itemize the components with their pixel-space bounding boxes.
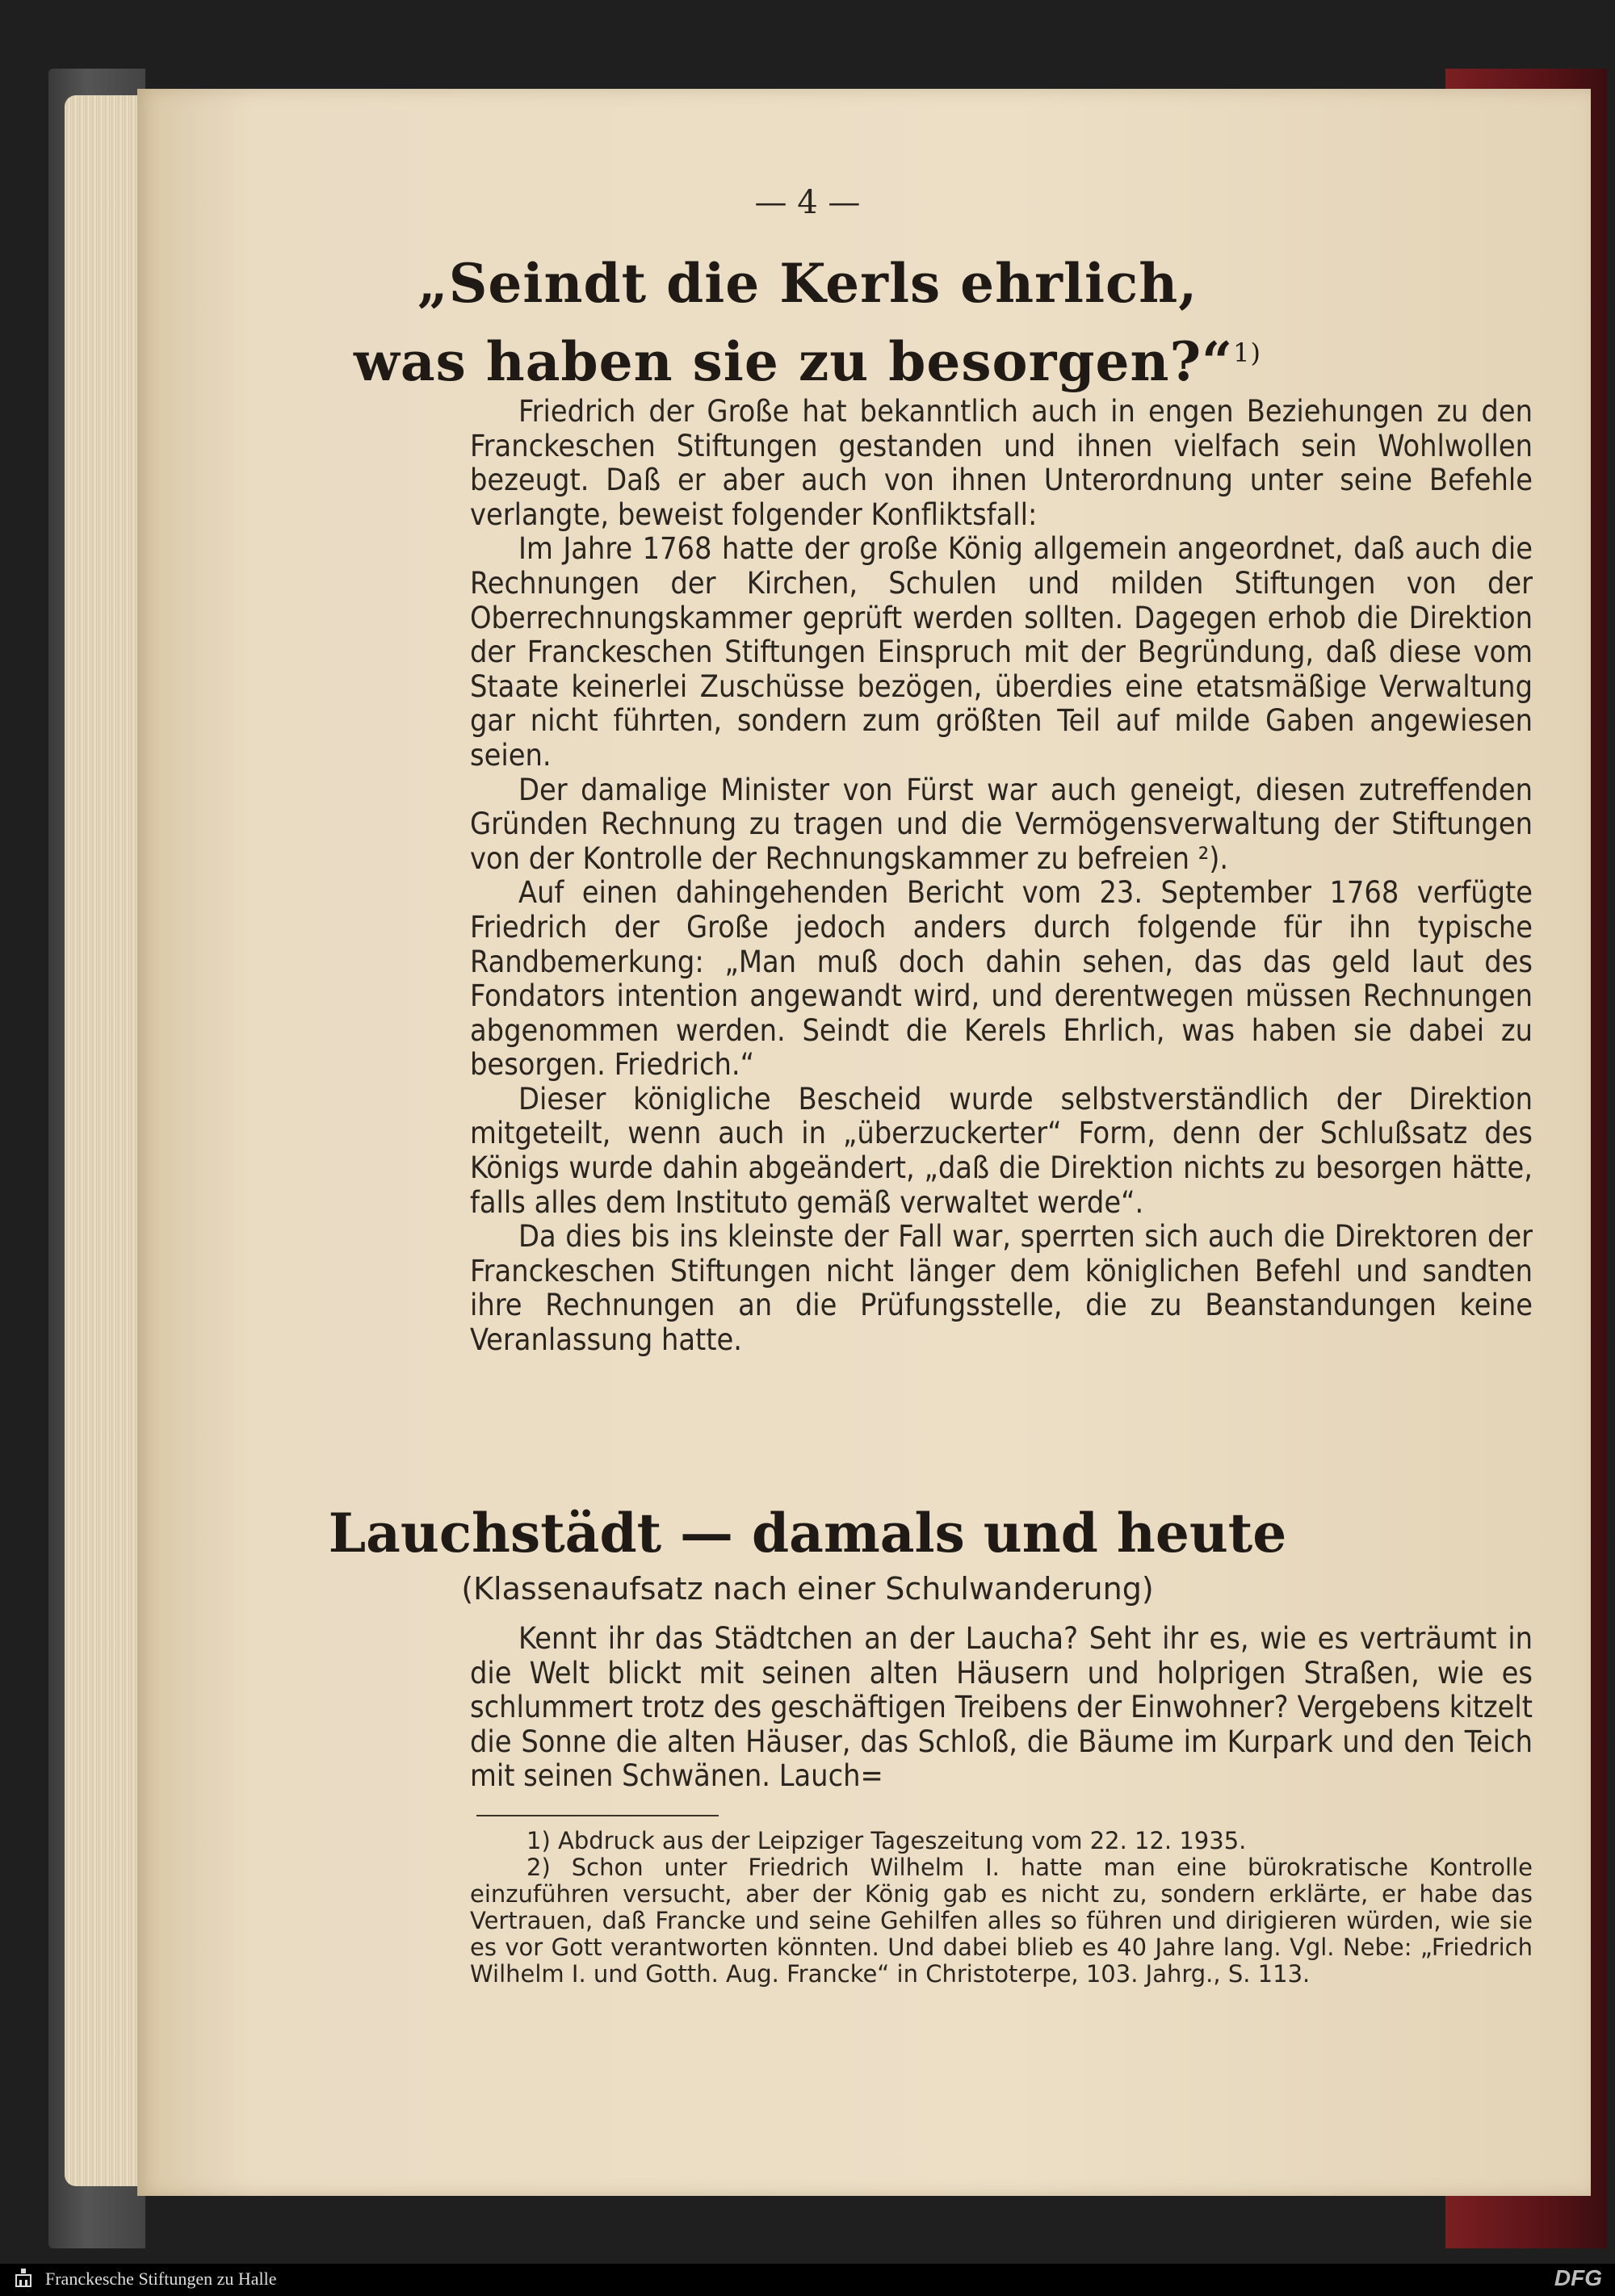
paragraph: Da dies bis ins kleinste der Fall war, sperrten sich auch die Direktoren der Franckeschen Stiftungen nicht länger dem königlichen Befehl und sandten ihre Rechnungen an die Prüfungsstelle, die zu Beanstandungen keine Veranlassung hatte.	[470, 1218, 1533, 1358]
second-article-body	[470, 1621, 1533, 1793]
title-footnote-mark: 1)	[1233, 337, 1261, 368]
dfg-logo: DFG	[1554, 2265, 1602, 2290]
article-body	[470, 394, 1533, 1357]
paragraph: Der damalige Minister von Fürst war auch geneigt, diesen zutreffenden Gründen Rechnung zu tragen und die Vermögensverwaltung der Stiftungen von der Kontrolle der Rechnungskammer zu befreien ²).	[470, 771, 1533, 876]
second-article-title: Lauchstädt — damals und heute	[328, 1502, 1287, 1565]
page-number: — 4 —	[754, 184, 861, 221]
paragraph: Kennt ihr das Städtchen an der Laucha? Seht ihr es, wie es verträumt in die Welt blickt mit seinen alten Häusern und holprigen Straßen, wie es schlummert trotz des geschäftigen Treibens der Einwohner? Vergebens kitzelt die Sonne die alten Häuser, das Schloß, die Bäume im Kurpark und den Teich mit seinen Schwänen. Lauch=	[470, 1620, 1533, 1794]
paragraph: Auf einen dahingehenden Bericht vom 23. September 1768 verfügte Friedrich der Große jedoch anders durch folgende für ihn typische Randbemerkung: „Man muß doch dahin sehen, das das geld laut des Fondators intention angewandt wird, und derentwegen müssen Rechnungen abgenommen werden. Seindt die Kerels Ehrlich, was haben sie dabei zu besorgen. Friedrich.“	[470, 874, 1533, 1083]
paragraph: Friedrich der Große hat bekanntlich auch in engen Beziehungen zu den Franckeschen Stiftungen gestanden und ihnen vielfach sein Wohlwollen bezeugt. Daß er aber auch von ihnen Unterordnung unter seine Befehle verlangte, beweist folgender Konfliktsfall:	[470, 393, 1533, 532]
footnote-divider	[476, 1815, 719, 1816]
article-title	[0, 249, 1615, 396]
article-title-line-1: „Seindt die Kerls ehrlich,	[417, 252, 1198, 315]
footnotes	[470, 1828, 1533, 1988]
second-article-subtitle: (Klassenaufsatz nach einer Schulwanderung)	[461, 1571, 1154, 1607]
paragraph: Im Jahre 1768 hatte der große König allgemein angeordnet, daß auch die Rechnungen der Kirchen, Schulen und milden Stiftungen von der Oberrechnungskammer geprüft werden sollten. Dagegen erhob die Direktion der Franckeschen Stiftungen Einspruch mit der Begründung, daß diese vom Staate keinerlei Zuschüsse bezögen, überdies eine etatsmäßige Verwaltung gar nicht führten, sondern zum größten Teil auf milde Gaben angewiesen seien.	[470, 530, 1533, 773]
footnote: 1) Abdruck aus der Leipziger Tageszeitung vom 22. 12. 1935.	[526, 1827, 1247, 1854]
footnote: 2) Schon unter Friedrich Wilhelm I. hatte man eine bürokratische Kontrolle einzuführen versucht, aber der König gab es nicht zu, sondern erklärte, er habe das Vertrauen, daß Francke und seine Gehilfen alles so führen und dirigieren würden, wie sie es vor Gott verantworten könnten. Und dabei blieb es 40 Jahre lang. Vgl. Nebe: „Friedrich Wilhelm I. und Gotth. Aug. Francke“ in Christoterpe, 103. Jahrg., S. 113.	[470, 1854, 1533, 1988]
paragraph: Dieser königliche Bescheid wurde selbstverständlich der Direktion mitgeteilt, wenn auch in „überzuckerter“ Form, denn der Schlußsatz des Königs wurde dahin abgeändert, „daß die Direktion nichts zu besorgen hätte, falls alles dem Instituto gemäß verwaltet werde“.	[470, 1080, 1533, 1220]
institution-label: Franckesche Stiftungen zu Halle	[45, 2269, 277, 2289]
institution-logo-icon	[10, 2265, 37, 2293]
article-title-line-2: was haben sie zu besorgen?“	[354, 330, 1234, 393]
